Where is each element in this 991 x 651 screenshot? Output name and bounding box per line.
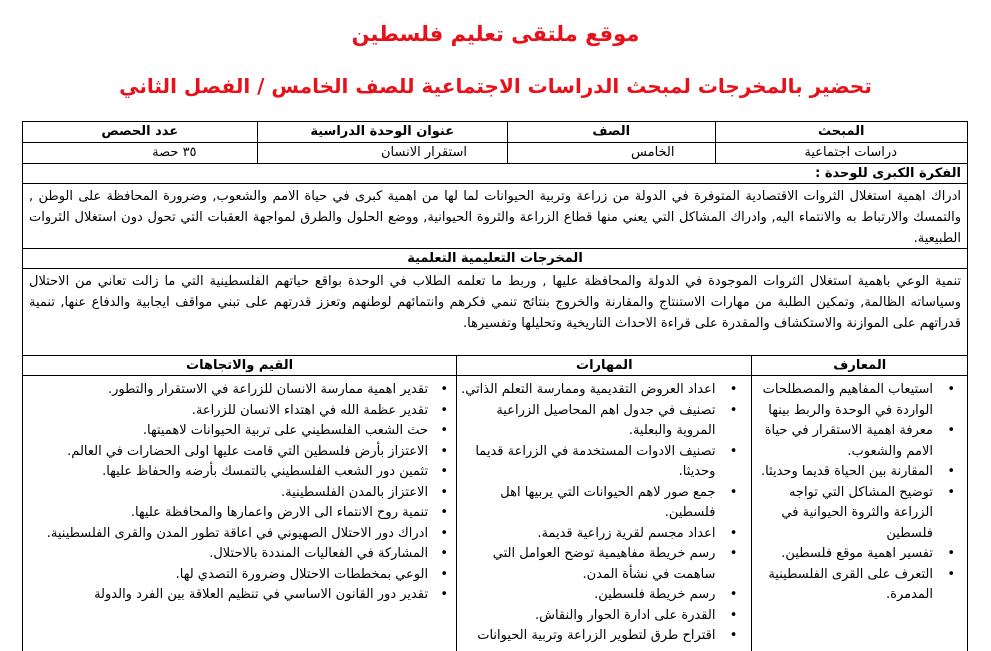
- value-item: • الاعتزاز بأرض فلسطين التي قامت عليها اولى الحضارات في العالم.: [27, 442, 450, 463]
- skill-item: • تصنيف الادوات المستخدمة في الزراعة قديما وحديثا.: [461, 442, 745, 483]
- value-item: • حث الشعب الفلسطيني على تربية الحيوانات لاهميتها.: [27, 421, 450, 442]
- skill-item: • رسم خريطة فلسطين.: [461, 585, 745, 606]
- knowledge-item: • المقارنة بين الحياة قديما وحديثا.: [756, 462, 961, 483]
- skill-item: • اقتراح طرق لتطوير الزراعة وتربية الحيوانات: [461, 626, 745, 647]
- big-idea-text: ادراك اهمية استغلال الثروات الاقتصادية المتوفرة في الدولة من زراعة وتربية الحيوانات لما لها من اهمية كبرى في حياة الامم والشعوب, وضرورة المحافظة على الوطن , والتمسك والارتباط به والانتماء اليه, وادراك المشاكل التي يعني منها قطاع الزراعة والثروة الحيوانية, ووضع الحلول والطرق لمواجهة العقبات التي تحول دون استغلال الثروات الطبيعية.: [23, 184, 967, 249]
- site-title: موقع ملتقى تعليم فلسطين: [351, 22, 640, 46]
- knowledge-list: [756, 380, 961, 606]
- subject-value: دراسات اجتماعية: [715, 143, 968, 163]
- grade-header: الصف: [507, 122, 715, 142]
- skills-list: [461, 380, 745, 647]
- value-item: • الوعي بمخططات الاحتلال وضرورة التصدي لها.: [27, 565, 450, 586]
- skill-item: • جمع صور لاهم الحيوانات التي يربيها اهل فلسطين.: [461, 483, 745, 524]
- knowledge-item: • معرفة اهمية الاستقرار في حياة الامم والشعوب.: [756, 421, 961, 462]
- knowledge-item: • توضيح المشاكل التي تواجه الزراعة والثروة الحيوانية في فلسطين: [756, 483, 961, 545]
- subject-header: المبحث: [715, 122, 967, 142]
- value-item: • تثمين دور الشعب الفلسطيني بالتمسك بأرضه والحفاظ عليها.: [27, 462, 450, 483]
- values-list: [27, 380, 450, 606]
- big-idea-heading: الفكرة الكبرى للوحدة :: [23, 164, 967, 184]
- outcomes-heading: المخرجات التعليمية التعلمية: [23, 249, 967, 269]
- skills-header: المهارات: [456, 356, 751, 375]
- lesson-plan-table: [22, 121, 968, 651]
- skill-item: • رسم خريطة مفاهيمية توضح العوامل التي ساهمت في نشأة المدن.: [461, 544, 745, 585]
- value-item: • تنمية روح الانتماء الى الارض واعمارها والمحافظة عليها.: [27, 503, 450, 524]
- lessons-count-value: ٣٥ حصة: [152, 145, 197, 160]
- value-item: • تقدير عظمة الله في اهتداء الانسان للزراعة.: [27, 401, 450, 422]
- value-item: • تقدير دور القانون الاساسي في تنظيم العلاقة بين الفرد والدولة: [27, 585, 450, 606]
- columns-body-row: [23, 376, 967, 651]
- columns-header-row: [23, 356, 967, 376]
- knowledge-item: • تفسير اهمية موقع فلسطين.: [756, 544, 961, 565]
- info-values-row: [23, 143, 967, 164]
- knowledge-item: • التعرف على القرى الفلسطينية المدمرة.: [756, 565, 961, 606]
- values-header: القيم والاتجاهات: [186, 358, 294, 373]
- skill-item: • اعداد العروض التقديمية وممارسة التعلم الذاتي.: [461, 380, 745, 401]
- value-item: • ادراك دور الاحتلال الصهيوني في اعاقة تطور المدن والقرى الفلسطينية.: [27, 524, 450, 545]
- knowledge-column: [751, 376, 967, 651]
- info-header-row: [23, 122, 967, 143]
- lessons-count-header: عدد الحصص: [101, 124, 179, 139]
- value-item: • الاعتزاز بالمدن الفلسطينية.: [27, 483, 450, 504]
- values-column: [23, 376, 456, 651]
- document-title: تحضير بالمخرجات لمبحث الدراسات الاجتماعية للصف الخامس / الفصل الثاني: [119, 74, 872, 98]
- skill-item: • تصنيف في جدول اهم المحاصيل الزراعية المروية والبعلية.: [461, 401, 745, 442]
- knowledge-item: • استيعاب المفاهيم والمصطلحات الواردة في الوحدة والربط بينها: [756, 380, 961, 421]
- outcomes-text: تنمية الوعي باهمية استغلال الثروات الموجودة في الدولة والمحافظة عليها , وربط ما تعلمه الطلاب في الوحدة بواقع حياتهم الفلسطينية التي ما زالت تعاني من الاحتلال وسياساته الظالمة, وتمكين الطلبة من مهارات الاستنتاج والمقارنة والخروج بنتائج تنمي فكرهم وانتمائهم لوطنهم وتعزز قدرتهم على تبني مواقف ايجابية والدفاع عنها, تنمية قدراتهم على الموازنة والاستكشاف والمقدرة على قراءة الاحداث التاريخية وتحليلها وتفسيرها.: [23, 269, 967, 356]
- knowledge-header: المعارف: [751, 356, 967, 375]
- unit-title-header: عنوان الوحدة الدراسية: [257, 122, 507, 142]
- value-item: • تقدير اهمية ممارسة الانسان للزراعة في الاستقرار والتطور.: [27, 380, 450, 401]
- skills-column: [456, 376, 751, 651]
- unit-title-value: استقرار الانسان: [257, 143, 507, 163]
- value-item: • المشاركة في الفعاليات المنددة بالاحتلال.: [27, 544, 450, 565]
- grade-value: الخامس: [507, 143, 715, 163]
- skill-item: • اعداد مجسم لقرية زراعية قديمة.: [461, 524, 745, 545]
- skill-item: • القدرة على ادارة الحوار والنقاش.: [461, 606, 745, 627]
